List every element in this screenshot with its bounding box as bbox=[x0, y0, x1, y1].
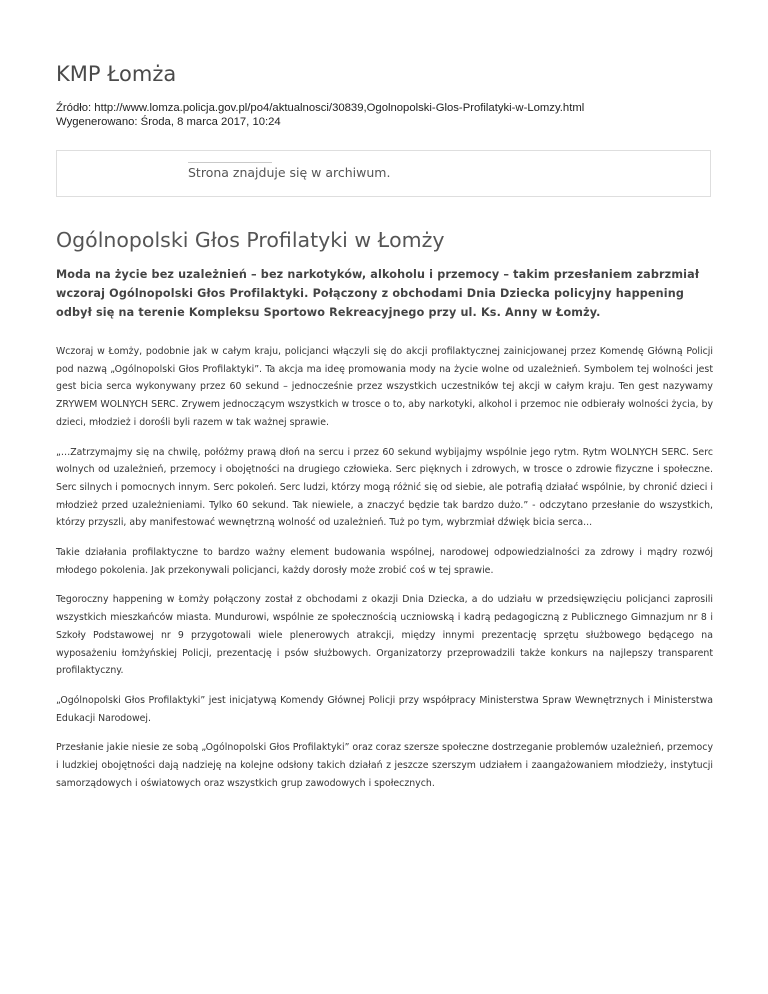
article-paragraph: Przesłanie jakie niesie ze sobą „Ogólnopolski Głos Profilaktyki” oraz coraz szersze społeczne dostrzeganie problemów uzależnień, przemocy i ludzkiej obojętności dają nadzieję na kolejne odsłony takich działań z jeszcze szerszym udziałem i zaangażowaniem młodzieży, instytucji samorządowych i oświatowych oraz wszystkich grup zawodowych i społecznych. bbox=[56, 742, 713, 789]
article-title: Ogólnopolski Głos Profilatyki w Łomży bbox=[56, 228, 445, 252]
article-paragraph: Wczoraj w Łomży, podobnie jak w całym kraju, policjanci włączyli się do akcji profilaktycznej zainicjowanej przez Komendę Główną Policji pod nazwą „Ogólnopolski Głos Profilaktyki”. Ta akcja ma ideę promowania mody na życie wolne od uzależnień. Symbolem tej wolności jest gest bicia serca wykonywany przez 60 sekund – jednocześnie przez wszystkich uczestników tej akcji w całym kraju. Ten gest nazywamy ZRYWEM WOLNYCH SERC. Zrywem jednoczącym wszystkich w trosce o to, aby narkotyki, alkohol i przemoc nie odbierały wolności życia, by dzieci, młodzież i dorośli byli razem w tak ważnej sprawie. bbox=[56, 346, 713, 428]
generated-line: Wygenerowano: Środa, 8 marca 2017, 10:24 bbox=[56, 116, 281, 128]
article-paragraph: „…Zatrzymajmy się na chwilę, połóżmy prawą dłoń na sercu i przez 60 sekund wybijajmy wspólnie jego rytm. Rytm WOLNYCH SERC. Serc wolnych od uzależnień, przemocy i obojętności na drugiego człowieka. Serc pięknych i zdrowych, w trosce o zdrowie fizyczne i społeczne. Serc silnych i pomocnych innym. Serc pokoleń. Serc ludzi, którzy mogą różnić się od siebie, ale potrafią działać wspólnie, by chronić dzieci i młodzież przed uzależnieniami. Tylko 60 sekund. Tak niewiele, a znaczyć będzie tak bardzo dużo.” - odczytano przesłanie do wszystkich, którzy przyszli, aby manifestować wewnętrzną wolność od uzależnień. Tuż po tym, wybrzmiał dźwięk bicia serca... bbox=[56, 446, 713, 529]
article-paragraph: „Ogólnopolski Głos Profilaktyki” jest inicjatywą Komendy Głównej Policji przy współpracy Ministerstwa Spraw Wewnętrznych i Ministerstwa Edukacji Narodowej. bbox=[56, 694, 713, 724]
archive-notice: Strona znajduje się w archiwum. bbox=[188, 165, 391, 180]
article-lead: Moda na życie bez uzależnień – bez narkotyków, alkoholu i przemocy – takim przesłaniem zabrzmiał wczoraj Ogólnopolski Głos Profilaktyki. Połączony z obchodami Dnia Dziecka policyjny happening odbył się na terenie Kompleksu Sportowo Rekreacyjnego przy ul. Ks. Anny w Łomży. bbox=[56, 268, 700, 319]
archive-notice-box bbox=[56, 150, 711, 197]
source-line: Źródło: http://www.lomza.policja.gov.pl/po4/aktualnosci/30839,Ogolnopolski-Glos-Profilatyki-w-Lomzy.html bbox=[56, 102, 585, 114]
site-title: KMP Łomża bbox=[56, 62, 177, 86]
archive-divider bbox=[188, 162, 272, 163]
article-paragraph: Takie działania profilaktyczne to bardzo ważny element budowania wspólnej, narodowej odpowiedzialności za zdrowy i mądry rozwój młodego pokolenia. Jak przekonywali policjanci, każdy dorosły może zrobić coś w tej sprawie. bbox=[56, 547, 713, 576]
article-paragraph: Tegoroczny happening w Łomży połączony został z obchodami z okazji Dnia Dziecka, a do udziału w przedsięwzięciu policjanci zaprosili wszystkich mieszkańców miasta. Mundurowi, wspólnie ze społecznością uczniowską i kadrą pedagogiczną z Publicznego Gimnazjum nr 8 i Szkoły Podstawowej nr 9 przygotowali wiele plenerowych atrakcji, między innymi prezentację sprzętu służbowego będącego na wyposażeniu łomżyńskiej Policji, prezentację i psów służbowych. Organizatorzy przeprowadzili także konkurs na najlepszy transparent profilaktyczny. bbox=[56, 594, 713, 677]
article-body bbox=[56, 343, 713, 804]
print-meta bbox=[56, 101, 584, 129]
